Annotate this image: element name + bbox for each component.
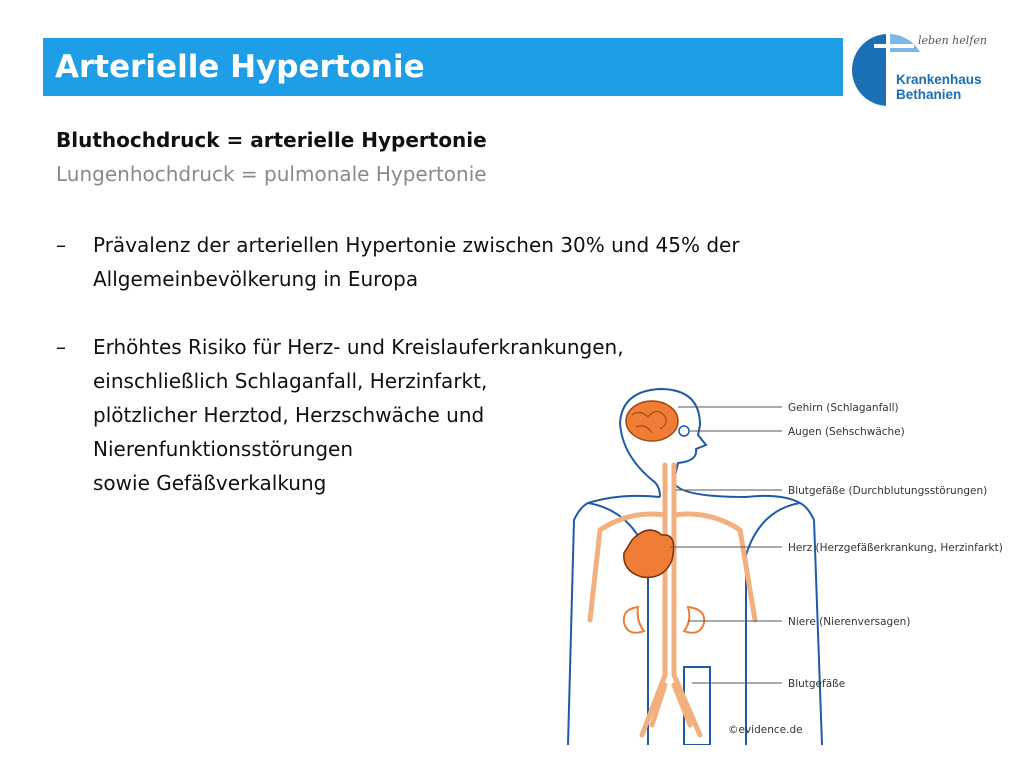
bullet-marker: – (56, 233, 66, 257)
bullet-line: Erhöhtes Risiko für Herz- und Kreislauferkrankungen, (93, 335, 624, 359)
circulation-diagram (560, 385, 1020, 745)
bullet-line: Allgemeinbevölkerung in Europa (93, 267, 419, 291)
label-vessels-lower: Blutgefäße (788, 678, 846, 690)
bullet-line: einschließlich Schlaganfall, Herzinfarkt, (93, 369, 488, 393)
eye (679, 426, 689, 436)
bullet-text (93, 330, 624, 500)
bullet-line: Prävalenz der arteriellen Hypertonie zwischen 30% und 45% der (93, 233, 740, 257)
bullet-line: plötzlicher Herztod, Herzschwäche und (93, 403, 485, 427)
logo-tagline: leben helfen (918, 34, 987, 47)
hospital-logo (848, 28, 1018, 108)
bullet-line: sowie Gefäßverkalkung (93, 471, 327, 495)
heart (624, 530, 674, 577)
label-vessels: Blutgefäße (Durchblutungsstörungen) (788, 485, 988, 497)
main-heading: Bluthochdruck = arterielle Hypertonie (56, 128, 487, 152)
pointer-lines (670, 407, 782, 683)
logo-name-line2: Bethanien (896, 87, 962, 102)
logo-name (896, 72, 982, 102)
blood-vessels (590, 465, 755, 735)
logo-name-line1: Krankenhaus (896, 72, 982, 87)
bullet-marker: – (56, 335, 66, 359)
label-kidney: Niere (Nierenversagen) (788, 616, 911, 628)
label-heart: Herz (Herzgefäßerkrankung, Herzinfarkt) (788, 542, 1003, 554)
sub-heading: Lungenhochdruck = pulmonale Hypertonie (56, 162, 487, 186)
diagram-credit: ©evidence.de (728, 724, 803, 736)
brain (626, 401, 678, 441)
bullet-line: Nierenfunktionsstörungen (93, 437, 354, 461)
kidney-right (684, 607, 704, 633)
bullet-text (93, 228, 740, 296)
kidney-left (624, 607, 644, 633)
label-brain: Gehirn (Schlaganfall) (788, 402, 899, 414)
slide-title: Arterielle Hypertonie (43, 38, 843, 96)
label-eyes: Augen (Sehschwäche) (788, 426, 905, 438)
body-shoulders (588, 496, 800, 503)
